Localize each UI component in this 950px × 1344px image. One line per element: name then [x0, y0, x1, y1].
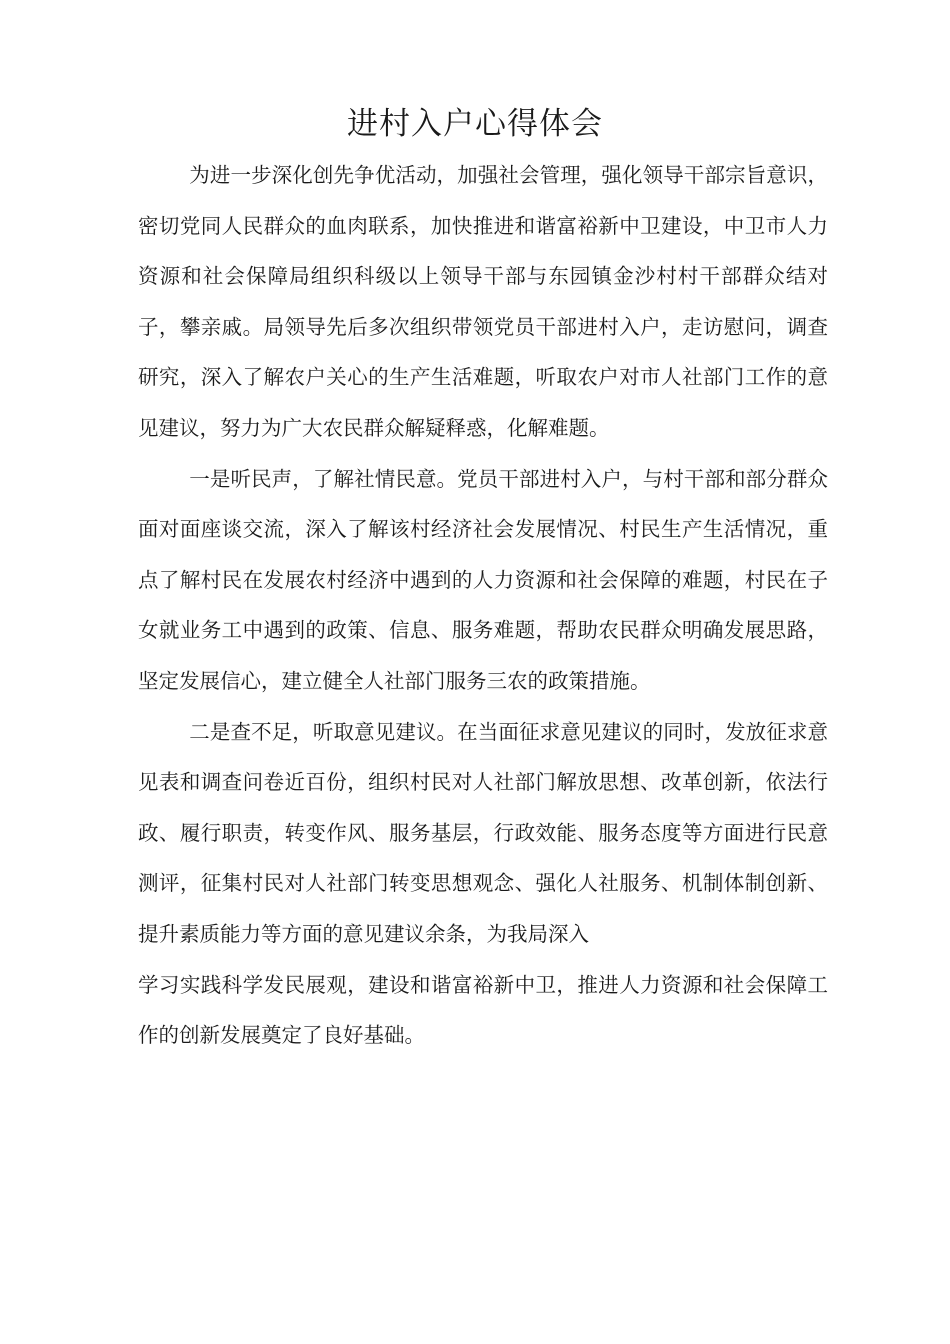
paragraph-intro: 为进一步深化创先争优活动，加强社会管理，强化领导干部宗旨意识，密切党同人民群众的血肉联系，加快推进和谐富裕新中卫建设，中卫市人力资源和社会保障局组织科级以上领导干部与东园镇金沙村村干部群众结对子，攀亲戚。局领导先后多次组织带领党员干部进村入户，走访慰问，调查研究，深入了解农户关心的生产生活难题，听取农户对市人社部门工作的意见建议，努力为广大农民群众解疑释惑，化解难题。	[138, 163, 828, 440]
document-body	[138, 150, 828, 1061]
paragraph-conclusion: 学习实践科学发民展观，建设和谐富裕新中卫，推进人力资源和社会保障工作的创新发展奠定了良好基础。	[138, 972, 828, 1048]
paragraph-find-shortcomings: 二是查不足，听取意见建议。在当面征求意见建议的同时，发放征求意见表和调查问卷近百份，组织村民对人社部门解放思想、改革创新，依法行政、履行职责，转变作风、服务基层，行政效能、服务态度等方面进行民意测评，征集村民对人社部门转变思想观念、强化人社服务、机制体制创新、提升素质能力等方面的意见建议余条，为我局深入	[138, 719, 828, 946]
paragraph-listen-to-people: 一是听民声，了解社情民意。党员干部进村入户，与村干部和部分群众面对面座谈交流，深入了解该村经济社会发展情况、村民生产生活情况，重点了解村民在发展农村经济中遇到的人力资源和社会保障的难题，村民在子女就业务工中遇到的政策、信息、服务难题，帮助农民群众明确发展思路，坚定发展信心，建立健全人社部门服务三农的政策措施。	[138, 466, 828, 693]
document-title: 进村入户心得体会	[347, 106, 603, 142]
